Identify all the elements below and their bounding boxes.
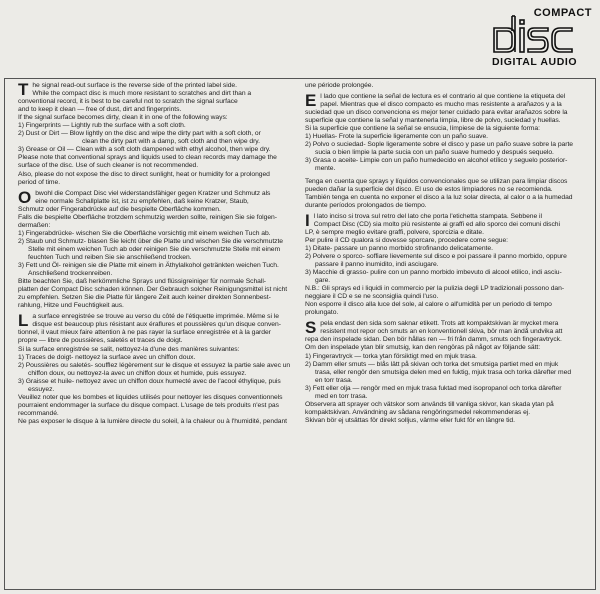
line: passare il panno inumidito, indi asciugare.: [315, 260, 439, 268]
drop-cap-fr: L: [18, 311, 29, 331]
line: Schmutz oder Fingerabdrücke auf die bespielte Oberfläche kommen.: [18, 205, 221, 213]
line: tionnel, il vaut mieux faire attention à ne pas rayer la surface enregistrée et à la garder: [18, 329, 271, 337]
line: 3) Fett eller olja — rengör med en mjuk trasa fuktad med isopropanol och torka därefter: [305, 384, 562, 392]
right-column: [305, 82, 587, 428]
line: med en torr trasa.: [315, 392, 368, 400]
drop-cap-es: E: [305, 91, 317, 111]
line: prolungato.: [305, 309, 339, 317]
swedish-section: [305, 320, 587, 425]
line: Observera att sprayer och vätskor som används till vanliga skivor, kan skada ytan på: [305, 400, 554, 408]
line: 1) Fingerprints — Lightly rub the surface with a soft cloth.: [18, 122, 186, 130]
line: 1) Ditate- passare un panno morbido strofinando delicatamente.: [305, 244, 493, 252]
french-section: [18, 313, 299, 426]
line: a surface enregistrée se trouve au verso du côté de l'étiquette imprimée. Même si le: [32, 313, 279, 321]
line: Non esporre il disco alla luce del sole, al calore o all'umidità per un periodo di tempo: [305, 301, 552, 309]
line: 2) Damm eller smuts — blås lätt på skivan och torka det smutsiga partiet med en mjuk: [305, 360, 559, 368]
line: conventional record, it is best to be careful not to scratch the signal surface: [18, 98, 238, 106]
left-column: [18, 82, 299, 429]
line: disque est beaucoup plus résistant aux éraflures et poussières qu'un disque conven-: [32, 321, 281, 329]
line: While the compact disc is much more resistant to scratches and dirt than a: [32, 90, 252, 98]
line: durante períodos prolongados de tiempo.: [305, 201, 427, 209]
line: trasa, eller rengör den smutsiga delen med en fuktig, mjuk trasa och torka därefter med: [315, 368, 572, 376]
line: Skivan bör ej utsättas för direkt solljus, värme eller fukt för en längre tid.: [305, 416, 515, 424]
logo-compact-text: COMPACT: [533, 7, 592, 19]
line: and to keep it clean — free of dust, dirt and fingerprints.: [18, 106, 182, 114]
line: Ne pas exposer le disque à la lumière directe du soleil, à la chaleur ou à l'humidité, pendant: [18, 417, 288, 425]
line: 3) Fett und Öl- reinigen sie die Platte mit einem in Äthylalkohol getränkten weichen Tuch.: [18, 262, 279, 270]
line: superficie que contiene la señal y mantenerla limpia, libre de polvo, suciedad y huellas.: [305, 117, 561, 125]
italian-section: [305, 210, 587, 318]
line: kompaktskivan. Användning av sådana rengöringsmedel rekommenderas ej.: [305, 408, 531, 416]
line: If the signal surface becomes dirty, clean it in one of the following ways:: [18, 114, 228, 122]
line: chiffon doux, ou nettoyez-la avec un chiffon doux et humide, puis essuyez.: [28, 369, 247, 377]
line: Tenga en cuenta que sprays y líquidos convencionales que se utilizan para limpiar discos: [305, 177, 568, 185]
line: También tenga en cuenta no exponer el disco a la luz solar directa, al calor o a la humedad: [305, 193, 573, 201]
line: 2) Polvo o suciedad- Sople ligeramente sobre el disco y pase un paño suave sobre la parte: [305, 141, 573, 149]
line: 3) Macchie di grasso- pulire con un panno morbido imbevuto di alcool etilico, indi asciu-: [305, 269, 562, 277]
line: neggiare il CD e se ne sconsiglia quindi l'uso.: [305, 293, 439, 301]
line: platten der Compact Disc schaden können. Der Gebrauch solcher Reinigungsmittel ist nicht: [18, 286, 288, 294]
line: N.B.: Gli sprays ed i liquidi in commercio per la pulizia degli LP tradizionali possono dan-: [305, 285, 565, 293]
spanish-section: [305, 93, 587, 210]
line: 2) Staub und Schmutz- blasen Sie leicht über die Platte und wischen Sie die verschmutzte: [18, 237, 283, 245]
logo-digital-audio-text: DIGITAL AUDIO: [492, 56, 578, 68]
line: propre — libre de poussières, saletés et traces de doigt.: [18, 337, 183, 345]
drop-cap-it: I: [305, 210, 310, 230]
line: gare.: [315, 277, 331, 285]
line: Si la surface enregistrée se salit, nettoyez-la d'une des manières suivantes:: [18, 345, 240, 353]
line: Falls die bespielte Oberfläche trotzdem schmutzig werden sollte, reinigen Sie sie folgen-: [18, 213, 277, 221]
line: pourraient endommager la surface du disque compact. L'usage de tels produits n'est pas: [18, 401, 279, 409]
line: l lado que contiene la señal de lectura es el contrario al que contiene la etiqueta del: [320, 93, 566, 101]
french-section-end: [305, 82, 587, 90]
line: Om den inspelade ytan blir smutsig, kan den rengöras på något av följande sätt:: [305, 344, 541, 352]
line: sucia o bien limpie la parte sucia con un paño suave humedo y después sequelo.: [315, 149, 554, 157]
line: mente.: [315, 165, 336, 173]
line: rahlung, Hitze und Feuchtigkeit aus.: [18, 302, 124, 310]
line: pueden dañar la superficie del disco. El uso de estos limpiadores no se recomienda.: [305, 185, 553, 193]
line: Stelle mit einem weichen Tuch ab oder reinigen Sie die verschmutzte Stelle mit einem: [28, 245, 281, 253]
german-section: [18, 187, 299, 311]
line: recommandé.: [18, 409, 59, 417]
line: pela endast den sida som saknar etikett. Trots att kompaktskivan är mycket mera: [320, 320, 559, 328]
line: zu empfehlen. Setzen Sie die Platte für längere Zeit auch keiner direkten Sonnenbest-: [18, 294, 271, 302]
line: Compact Disc (CD) sia molto più resistente ai graffi ed allo sporco dei comuni dischi: [313, 220, 560, 228]
line: feuchten Tuch und reiben Sie sie anschließend trocken.: [28, 253, 192, 261]
line: 2) Poussières ou saletés- soufflez légèrement sur le disque et essuyez la partie sale avec un: [18, 361, 291, 369]
line: 2) Dust or Dirt — Blow lightly on the disc and wipe the dirty part with a soft cloth, or: [18, 130, 261, 138]
line: Anschließend trockenreiben.: [28, 270, 113, 278]
line: Si la superficie que contiene la señal se ensucia, límpiese de la siguiente forma:: [305, 125, 540, 133]
line: 3) Grasa o aceite- Limpie con un paño humedecido en alcohol etílico y seguelo posterior-: [305, 157, 568, 165]
line: 2) Polvere o sporco- soffiare lievemente sul disco e poi passare il panno morbido, oppure: [305, 252, 567, 260]
line: 1) Traces de doigt- nettoyez la surface avec un chiffon doux.: [18, 353, 196, 361]
line: he signal read-out surface is the reverse side of the printed label side.: [32, 82, 237, 89]
compact-disc-logo: [490, 6, 594, 68]
line: Bitte beachten Sie, daß herkömmliche Sprays und flüssigreiniger für normale Schall-: [18, 278, 266, 286]
line: 3) Grease or Oil — Clean with a soft cloth dampened with ethyl alcohol, then wipe dry.: [18, 146, 271, 154]
line: period of time.: [18, 178, 61, 186]
disc-wordmark: [490, 6, 594, 58]
line: 3) Graisse et huile- nettoyez avec un chiffon doux humecté avec de l'acool éthylique, puis: [18, 377, 281, 385]
line: essuyez.: [28, 385, 55, 393]
drop-cap-de: O: [18, 187, 32, 207]
line: surface of the disc. Use of such cleaner is not recommended.: [18, 162, 199, 170]
line: l lato inciso si trova sul retro del lato che porta l'etichetta stampata. Sebbene il: [313, 212, 542, 220]
line: 1) Huellas- Frote la superficie ligeramente con un paño suave.: [305, 133, 489, 141]
line: une période prolongée.: [305, 82, 374, 89]
line: suciedad que un disco convenciona es mejor tener cuidado para evitar arañazos sobre la: [305, 109, 568, 117]
line: en torr trasa.: [315, 376, 353, 384]
drop-cap-sv: S: [305, 318, 317, 338]
line: Please note that conventional sprays and liquids used to clean records may damage the: [18, 154, 277, 162]
line: resistent mot repor och smuts an en konventionell skiva, bör man ändå undvika att: [320, 328, 563, 336]
line: papel. Mientras que el disco compacto es mucho mas resistente a arañazos y a la: [320, 101, 562, 109]
line: eine normale Schallplatte ist, ist zu empfehlen, daß keine Kratzer, Staub,: [35, 197, 249, 205]
line: 1) Fingeravtryck — torka ytan försiktigt med en mjuk trasa.: [305, 352, 477, 360]
english-section: [18, 82, 299, 187]
drop-cap-en: T: [18, 80, 29, 99]
line: bwohl die Compact Disc viel widerstandsfähiger gegen Kratzer und Schmutz als: [35, 189, 271, 197]
line: Per pulire il CD qualora si dovesse sporcare, procedere come segue:: [305, 236, 509, 244]
line: Also, please do not expose the disc to direct sunlight, heat or humidity for a prolonged: [18, 170, 270, 178]
line: 1) Fingerabdrücke- wischen Sie die Oberfläche vorsichtig mit einem weichen Tuch ab.: [18, 229, 271, 237]
line: repa den inspelade sidan. Den bör hållas ren — fri från damm, smuts och fingeravtryck.: [305, 336, 562, 344]
line: dermaßen:: [18, 221, 51, 229]
line: clean the dirty part with a damp, soft cloth and then wipe dry.: [82, 138, 260, 146]
line: LP, è sempre meglio evitare graffi, polvere, sporcizia e ditate.: [305, 228, 484, 236]
line: Veuillez noter que les bombes et liquides utilisés pour nettoyer les disques conventionnels: [18, 393, 283, 401]
